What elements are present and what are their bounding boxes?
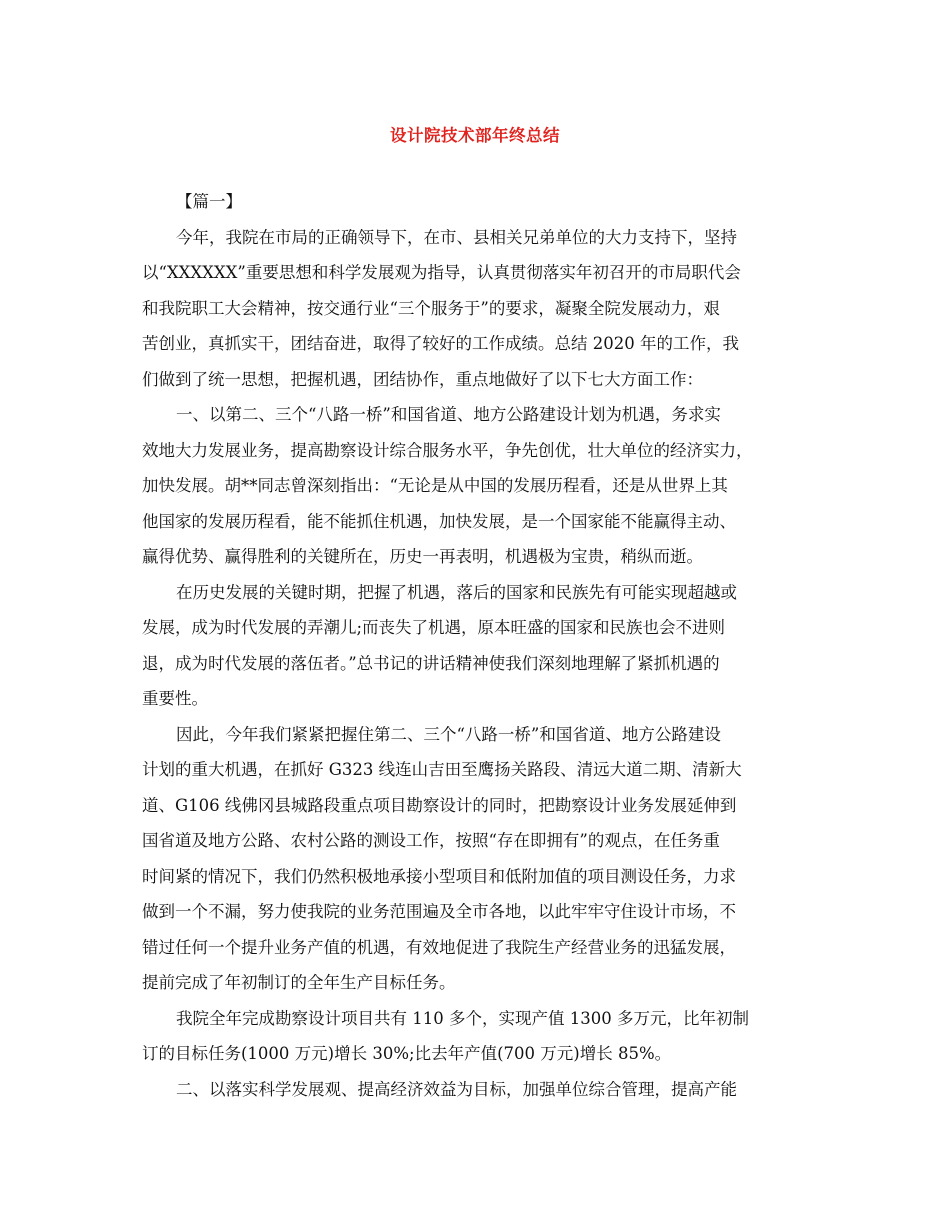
- text-line: 【篇一】: [176, 192, 242, 211]
- text-line: 计划的重大机遇，在抓好 G323 线连山吉田至鹰扬关路段、清远大道二期、清新大: [142, 760, 742, 779]
- document-title: 设计院技术部年终总结: [390, 126, 560, 145]
- text-line: 他国家的发展历程看，能不能抓住机遇，加快发展，是一个国家能不能赢得主动、: [142, 511, 736, 531]
- text-line: 道、G106 线佛冈县城路段重点项目勘察设计的同时，把勘察设计业务发展延伸到: [142, 795, 737, 815]
- text-line: 发展，成为时代发展的弄潮儿;而丧失了机遇，原本旺盛的国家和民族也会不进则: [142, 618, 726, 637]
- text-line: 二、以落实科学发展观、提高经济效益为目标，加强单位综合管理，提高产能: [176, 1079, 737, 1099]
- text-line: 效地大力发展业务，提高勘察设计综合服务水平，争先创优，壮大单位的经济实力，: [142, 440, 753, 460]
- text-line: 赢得优势、赢得胜利的关键所在，历史一再表明，机遇极为宝贵，稍纵而逝。: [142, 547, 703, 566]
- text-line: 重要性。: [142, 689, 208, 708]
- text-line: 在历史发展的关键时期，把握了机遇，落后的国家和民族先有可能实现超越或: [176, 582, 737, 602]
- text-line: 错过任何一个提升业务产值的机遇，有效地促进了我院生产经营业务的迅猛发展，: [142, 937, 736, 957]
- text-line: 今年，我院在市局的正确领导下，在市、县相关兄弟单位的大力支持下，坚持: [176, 227, 737, 247]
- text-line: 因此，今年我们紧紧把握住第二、三个“八路一桥”和国省道、地方公路建设: [176, 724, 721, 744]
- text-line: 我院全年完成勘察设计项目共有 110 多个，实现产值 1300 多万元，比年初制: [176, 1008, 749, 1028]
- text-line: 退，成为时代发展的落伍者。”总书记的讲话精神使我们深刻地理解了紧抓机遇的: [142, 653, 720, 673]
- text-line: 以“XXXXXX”重要思想和科学发展观为指导，认真贯彻落实年初召开的市局职代会: [142, 263, 741, 282]
- text-line: 苦创业，真抓实干，团结奋进，取得了较好的工作成绩。总结 2020 年的工作，我: [142, 334, 739, 353]
- text-line: 时间紧的情况下，我们仍然积极地承接小型项目和低附加值的项目测设任务，力求: [142, 866, 736, 886]
- text-line: 们做到了统一思想，把握机遇，团结协作，重点地做好了以下七大方面工作：: [142, 369, 703, 389]
- text-line: 订的目标任务(1000 万元)增长 30%;比去年产值(700 万元)增长 85%。: [142, 1044, 672, 1063]
- text-line: 国省道及地方公路、农村公路的测设工作，按照“存在即拥有”的观点，在任务重: [142, 831, 720, 850]
- text-line: 一、以第二、三个“八路一桥”和国省道、地方公路建设计划为机遇，务求实: [176, 405, 721, 424]
- text-line: 做到一个不漏，努力使我院的业务范围遍及全市各地，以此牢牢守住设计市场，不: [142, 902, 736, 921]
- text-line: 提前完成了年初制订的全年生产目标任务。: [142, 973, 456, 992]
- text-line: 加快发展。胡**同志曾深刻指出：“无论是从中国的发展历程看，还是从世界上其: [142, 476, 728, 495]
- text-line: 和我院职工大会精神，按交通行业“三个服务于”的要求，凝聚全院发展动力，艰: [142, 298, 720, 318]
- document-body: [142, 184, 822, 1107]
